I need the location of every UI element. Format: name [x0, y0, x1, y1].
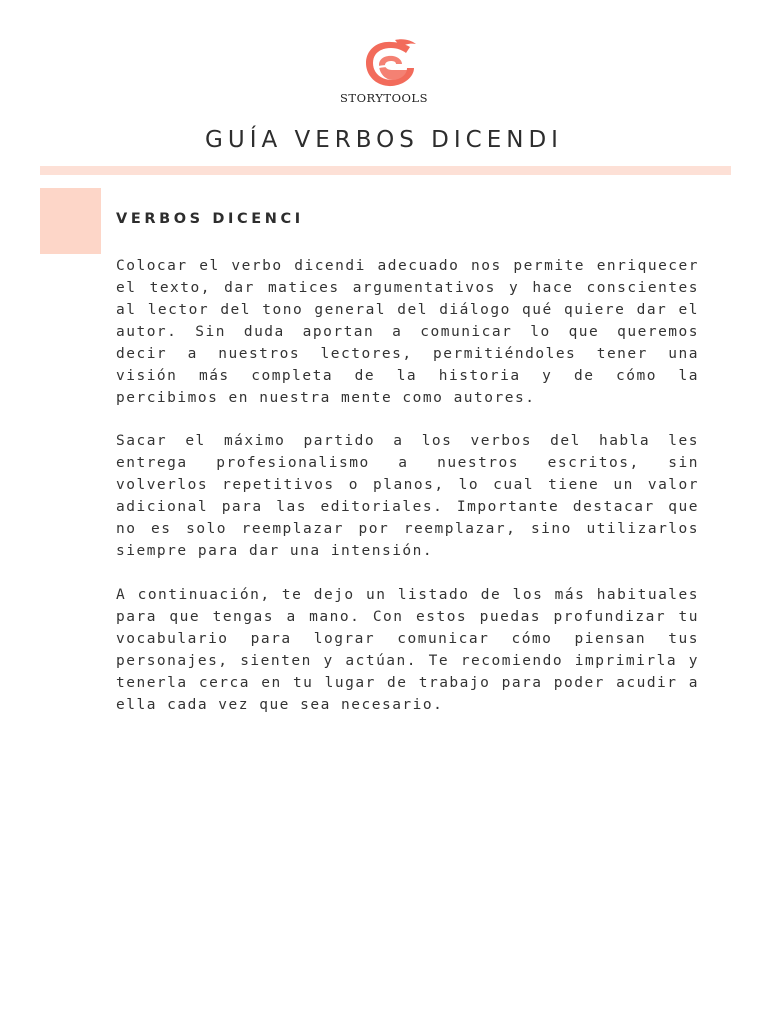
storytools-logo-icon	[361, 38, 419, 90]
section-heading: VERBOS DICENCI	[116, 211, 304, 227]
paragraph-block	[116, 430, 699, 562]
body-paragraph-3: A continuación, te dejo un listado de los más habituales para que tengas a mano. Con estos puedas profundizar tu vocabulario para lograr comunicar cómo piensan tus personajes, sienten y actúan. Te recomiendo imprimirla y tenerla cerca en tu lugar de trabajo para poder acudir a ella cada vez que sea necesario.	[116, 587, 699, 713]
title-divider	[40, 166, 731, 175]
decorative-accent-square	[40, 188, 101, 254]
paragraph-block	[116, 255, 699, 409]
document-title: GUÍA VERBOS DICENDI	[205, 127, 563, 153]
body-paragraph-2: Sacar el máximo partido a los verbos del habla les entrega profesionalismo a nuestros escritos, sin volverlos repetitivos o planos, lo cual tiene un valor adicional para las editoriales. Importante destacar que no es solo reemplazar por reemplazar, sino utilizarlos siempre para dar una intensión.	[116, 433, 699, 559]
paragraph-block	[116, 584, 699, 716]
brand-name: STORYTOOLS	[340, 91, 428, 105]
body-paragraph-1: Colocar el verbo dicendi adecuado nos permite enriquecer el texto, dar matices argumentativos y hace conscientes al lector del tono general del diálogo qué quiere dar el autor. Sin duda aportan a comunicar lo que queremos decir a nuestros lectores, permitiéndoles tener una visión más completa de la historia y de cómo la percibimos en nuestra mente como autores.	[116, 258, 699, 406]
